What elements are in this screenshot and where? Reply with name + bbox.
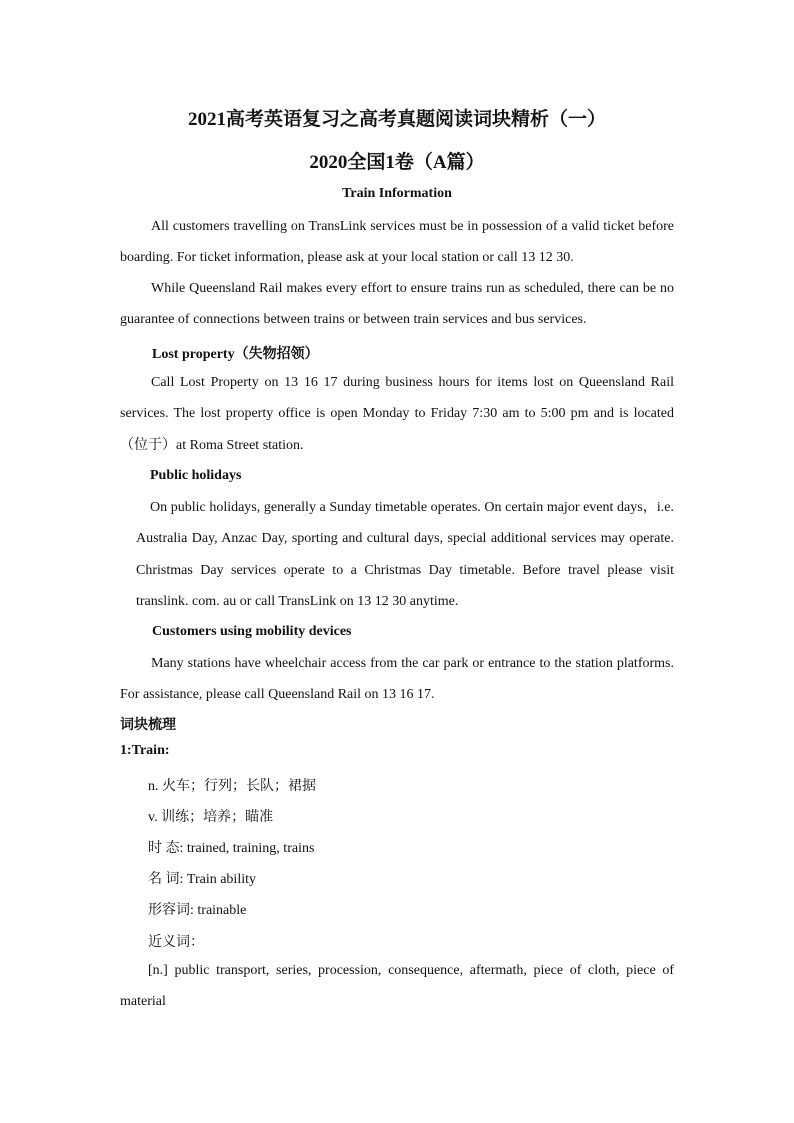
adjective-form: 形容词: trainable (148, 903, 247, 918)
passage-title: Train Information (342, 186, 452, 201)
doc-title: 2021高考英语复习之高考真题阅读词块精析（一） (187, 109, 606, 130)
noun-form: 名 词: Train ability (148, 872, 256, 887)
heading-public-holidays: Public holidays (150, 468, 242, 483)
noun-definition: n. 火车；行列；长队；裙据 (148, 779, 316, 794)
tense-forms: 时 态: trained, training, trains (148, 841, 315, 856)
synonyms-label: 近义词： (148, 935, 204, 950)
paragraph-public-holidays: On public holidays, generally a Sunday timetable operates. On certain major event days，i.e. Australia Day, Anzac Day, sporting and cultural days, special additional services may operate. Christmas Day services operate to a Christmas Day timetable. Before travel please visit translink. com. au or call TransLink on 13 12 30 anytime. (136, 500, 674, 609)
paragraph-tickets: All customers travelling on TransLink services must be in possession of a valid ticket before boarding. For ticket information, please ask at your local station or call 13 12 30. (120, 219, 674, 266)
synonyms-noun: [n.] public transport, series, procession, consequence, aftermath, piece of cloth, piece of material (120, 963, 674, 1010)
paragraph-schedule: While Queensland Rail makes every effort to ensure trains run as scheduled, there can be no guarantee of connections between trains or between train services and bus services. (120, 281, 674, 328)
heading-mobility-devices: Customers using mobility devices (152, 624, 352, 639)
heading-lost-property: Lost property（失物招领） (152, 347, 319, 362)
verb-definition: v. 训练；培养；瞄准 (148, 810, 274, 825)
paragraph-mobility: Many stations have wheelchair access from the car park or entrance to the station platforms. For assistance, please call Queensland Rail on 13 16 17. (120, 656, 674, 703)
paragraph-lost-property: Call Lost Property on 13 16 17 during business hours for items lost on Queensland Rail services. The lost property office is open Monday to Friday 7:30 am to 5:00 pm and is located （位于）at Roma Street station. (120, 375, 674, 453)
vocab-heading: 词块梳理 (120, 718, 176, 733)
doc-subtitle: 2020全国1卷（A篇） (309, 152, 485, 173)
word-heading: 1:Train: (120, 743, 170, 758)
